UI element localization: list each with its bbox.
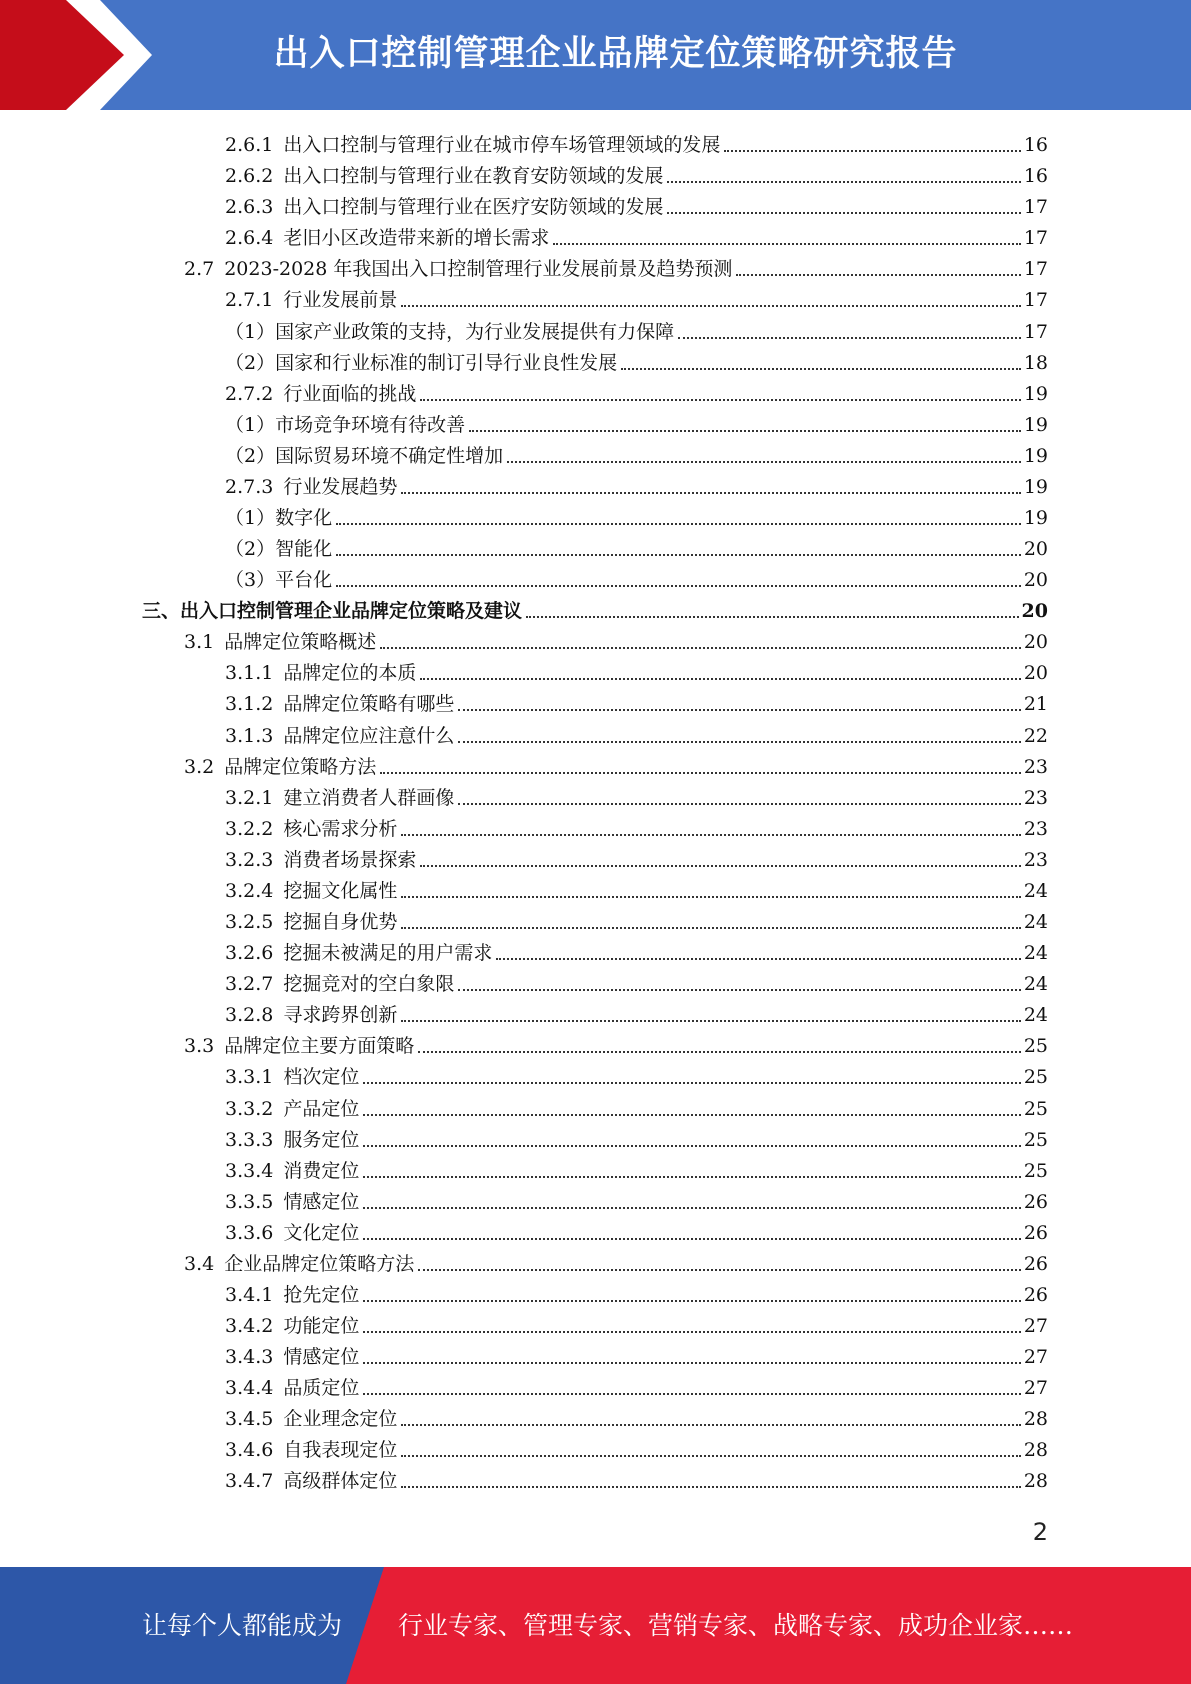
toc-entry-page: 17	[1023, 289, 1048, 312]
toc-entry-title: 智能化	[275, 538, 333, 561]
toc-entry-title: 消费定位	[283, 1159, 360, 1182]
toc-entry-number: 3.2.8	[225, 1004, 274, 1027]
toc-entry[interactable]	[0, 1370, 1191, 1401]
toc-dot-leader	[401, 834, 1020, 836]
toc-entry-title: 产品定位	[283, 1097, 360, 1120]
toc-entry[interactable]	[0, 873, 1191, 904]
footer-slogan-left: 让每个人都能成为	[142, 1611, 343, 1640]
toc-entry[interactable]	[0, 407, 1191, 438]
toc-entry-title: 核心需求分析	[283, 817, 398, 840]
toc-entry-page: 27	[1023, 1377, 1048, 1400]
toc-entry[interactable]	[0, 780, 1191, 811]
toc-entry-number: （1）	[225, 413, 276, 436]
toc-entry-page: 17	[1023, 258, 1048, 281]
toc-entry-number: （1）	[225, 320, 276, 343]
toc-entry-title: 平台化	[275, 569, 333, 592]
toc-entry-title: 消费者场景探索	[283, 848, 417, 871]
toc-entry-page: 26	[1023, 1252, 1048, 1275]
toc-dot-leader	[363, 1238, 1020, 1240]
toc-entry[interactable]	[0, 842, 1191, 873]
toc-entry-page: 24	[1023, 942, 1048, 965]
toc-entry[interactable]	[0, 531, 1191, 562]
toc-entry-title: 挖掘未被满足的用户需求	[283, 942, 493, 965]
toc-entry-number: 3.3	[184, 1035, 215, 1058]
toc-entry-number: 3.4	[184, 1252, 215, 1275]
toc-entry[interactable]	[0, 624, 1191, 655]
toc-entry-title: 抢先定位	[283, 1283, 360, 1306]
toc-entry-page: 23	[1023, 755, 1048, 778]
toc-entry-title: 品牌定位策略有哪些	[283, 693, 455, 716]
toc-entry-title: 出入口控制与管理行业在城市停车场管理领域的发展	[283, 134, 721, 157]
toc-entry-page: 24	[1023, 1004, 1048, 1027]
toc-entry[interactable]	[0, 1339, 1191, 1370]
toc-entry-title: 高级群体定位	[283, 1470, 398, 1493]
toc-entry[interactable]	[0, 562, 1191, 593]
toc-entry[interactable]	[0, 1308, 1191, 1339]
toc-entry-page: 28	[1023, 1470, 1048, 1493]
toc-entry[interactable]	[0, 935, 1191, 966]
toc-dot-leader	[401, 1020, 1020, 1022]
toc-entry-page: 24	[1023, 879, 1048, 902]
toc-entry-title: 品牌定位应注意什么	[283, 724, 455, 747]
toc-entry-title: 自我表现定位	[283, 1439, 398, 1462]
toc-entry-number: 3.4.7	[225, 1470, 274, 1493]
toc-dot-leader	[667, 212, 1020, 214]
toc-entry[interactable]	[0, 904, 1191, 935]
toc-entry[interactable]	[0, 1059, 1191, 1090]
toc-dot-leader	[401, 305, 1020, 307]
toc-entry-number: 2.6.3	[225, 196, 274, 219]
toc-dot-leader	[363, 1362, 1020, 1364]
toc-entry-title: 服务定位	[283, 1128, 360, 1151]
toc-dot-leader	[458, 803, 1020, 805]
toc-entry[interactable]	[0, 345, 1191, 376]
toc-entry-number: 3.1	[184, 631, 215, 654]
toc-dot-leader	[418, 1269, 1021, 1271]
toc-entry-title: 国家和行业标准的制订引导行业良性发展	[275, 351, 618, 374]
toc-entry-title: 市场竞争环境有待改善	[275, 413, 466, 436]
toc-dot-leader	[736, 274, 1020, 276]
toc-entry-title: 企业品牌定位策略方法	[224, 1252, 415, 1275]
toc-entry[interactable]	[0, 1028, 1191, 1059]
toc-entry-number: 3.2.6	[225, 942, 274, 965]
toc-entry-title: 出入口控制与管理行业在医疗安防领域的发展	[283, 196, 664, 219]
toc-entry-page: 25	[1023, 1128, 1048, 1151]
toc-entry-page: 26	[1023, 1221, 1048, 1244]
toc-entry-title: 品质定位	[283, 1377, 360, 1400]
toc-entry-page: 28	[1023, 1408, 1048, 1431]
toc-dot-leader	[401, 1486, 1020, 1488]
toc-entry-page: 17	[1023, 196, 1048, 219]
toc-entry[interactable]	[0, 313, 1191, 344]
toc-entry-number: 3.2.4	[225, 879, 274, 902]
toc-entry[interactable]	[0, 1184, 1191, 1215]
toc-entry-number: 3.3.6	[225, 1221, 274, 1244]
toc-entry-number: 3.4.1	[225, 1283, 274, 1306]
toc-entry[interactable]	[0, 1122, 1191, 1153]
toc-entry-number: 3.2.5	[225, 911, 274, 934]
toc-entry-page: 25	[1023, 1159, 1048, 1182]
toc-entry-page: 20	[1021, 600, 1048, 623]
toc-entry-title: 国际贸易环境不确定性增加	[275, 444, 504, 467]
toc-entry-page: 23	[1023, 786, 1048, 809]
toc-entry-page: 28	[1023, 1439, 1048, 1462]
page-header	[0, 0, 1191, 110]
toc-entry-page: 22	[1023, 724, 1048, 747]
toc-dot-leader	[401, 1455, 1020, 1457]
toc-entry-title: 情感定位	[283, 1346, 360, 1369]
toc-entry-page: 23	[1023, 817, 1048, 840]
toc-entry-page: 26	[1023, 1190, 1048, 1213]
toc-entry-number: 3.2.2	[225, 817, 274, 840]
toc-dot-leader	[363, 1331, 1020, 1333]
toc-entry-title: 情感定位	[283, 1190, 360, 1213]
toc-entry-number: 3.2.7	[225, 973, 274, 996]
toc-entry-number: 3.4.2	[225, 1315, 274, 1338]
toc-entry[interactable]	[0, 376, 1191, 407]
toc-entry-number: 2.6.2	[225, 165, 274, 188]
toc-entry-page: 26	[1023, 1283, 1048, 1306]
toc-entry-number: 3.4.4	[225, 1377, 274, 1400]
toc-entry[interactable]	[0, 997, 1191, 1028]
toc-entry-page: 16	[1023, 134, 1048, 157]
toc-entry-title: 档次定位	[283, 1066, 360, 1089]
toc-dot-leader	[469, 430, 1021, 432]
toc-dot-leader	[507, 461, 1021, 463]
toc-dot-leader	[363, 1393, 1020, 1395]
toc-dot-leader	[420, 865, 1020, 867]
toc-entry-title: 品牌定位主要方面策略	[224, 1035, 415, 1058]
toc-dot-leader	[363, 1207, 1020, 1209]
toc-entry-page: 25	[1023, 1097, 1048, 1120]
toc-entry-title: 行业面临的挑战	[283, 382, 417, 405]
toc-dot-leader	[363, 1082, 1020, 1084]
toc-entry-number: 3.1.1	[225, 662, 274, 685]
toc-dot-leader	[336, 554, 1021, 556]
toc-entry-page: 20	[1023, 631, 1048, 654]
toc-entry-page: 23	[1023, 848, 1048, 871]
toc-dot-leader	[336, 585, 1021, 587]
toc-entry-title: 老旧小区改造带来新的增长需求	[283, 227, 550, 250]
toc-entry-number: 2.7.2	[225, 382, 274, 405]
toc-entry[interactable]	[0, 158, 1191, 189]
toc-entry-title: 行业发展前景	[283, 289, 398, 312]
toc-entry-page: 19	[1023, 475, 1048, 498]
toc-entry[interactable]	[0, 655, 1191, 686]
toc-entry[interactable]	[0, 251, 1191, 282]
toc-entry-title: 建立消费者人群画像	[283, 786, 455, 809]
toc-entry[interactable]	[0, 1401, 1191, 1432]
toc-entry-title: 品牌定位策略概述	[224, 631, 377, 654]
page-footer	[0, 1567, 1191, 1684]
toc-entry[interactable]	[0, 717, 1191, 748]
toc-entry-title: 数字化	[275, 507, 333, 530]
toc-entry-number: （2）	[225, 538, 276, 561]
toc-dot-leader	[420, 399, 1020, 401]
toc-entry-number: （3）	[225, 569, 276, 592]
footer-slogan-right: 行业专家、管理专家、营销专家、战略专家、成功企业家……	[398, 1611, 1074, 1640]
toc-entry-number: 3.4.5	[225, 1408, 274, 1431]
toc-entry-page: 19	[1023, 413, 1048, 436]
toc-dot-leader	[553, 243, 1020, 245]
toc-entry-title: 2023-2028 年我国出入口控制管理行业发展前景及趋势预测	[224, 258, 733, 281]
toc-entry-number: 2.6.4	[225, 227, 274, 250]
toc-entry-number: 3.3.3	[225, 1128, 274, 1151]
toc-entry-number: 3.1.3	[225, 724, 274, 747]
toc-dot-leader	[363, 1176, 1020, 1178]
toc-dot-leader	[458, 989, 1020, 991]
toc-dot-leader	[621, 368, 1021, 370]
toc-entry-number: （2）	[225, 444, 276, 467]
toc-dot-leader	[678, 337, 1021, 339]
toc-entry-number: 3.2	[184, 755, 215, 778]
toc-entry[interactable]	[0, 749, 1191, 780]
toc-entry[interactable]	[0, 438, 1191, 469]
toc-entry-page: 21	[1023, 693, 1048, 716]
toc-entry-page: 20	[1023, 662, 1048, 685]
toc-dot-leader	[496, 958, 1020, 960]
toc-entry-page: 17	[1023, 320, 1048, 343]
toc-dot-leader	[401, 927, 1020, 929]
toc-entry[interactable]	[0, 500, 1191, 531]
toc-entry-title: 功能定位	[283, 1315, 360, 1338]
toc-entry[interactable]	[0, 1153, 1191, 1184]
toc-entry-title: 品牌定位策略方法	[224, 755, 377, 778]
toc-dot-leader	[724, 150, 1020, 152]
toc-dot-leader	[458, 741, 1020, 743]
toc-entry-page: 24	[1023, 973, 1048, 996]
toc-dot-leader	[401, 896, 1020, 898]
toc-entry[interactable]	[0, 469, 1191, 500]
toc-entry-page: 25	[1023, 1035, 1048, 1058]
toc-entry-number: 三、	[142, 600, 181, 623]
toc-entry-title: 品牌定位的本质	[283, 662, 417, 685]
toc-entry-number: 3.4.3	[225, 1346, 274, 1369]
toc-dot-leader	[458, 709, 1020, 711]
toc-entry-title: 寻求跨界创新	[283, 1004, 398, 1027]
toc-dot-leader	[363, 1145, 1020, 1147]
toc-dot-leader	[420, 678, 1020, 680]
toc-dot-leader	[418, 1051, 1021, 1053]
toc-entry-page: 24	[1023, 911, 1048, 934]
toc-entry[interactable]	[0, 1463, 1191, 1494]
toc-entry-number: 3.3.4	[225, 1159, 274, 1182]
toc-dot-leader	[401, 492, 1020, 494]
toc-entry-title: 行业发展趋势	[283, 475, 398, 498]
toc-entry[interactable]	[0, 1246, 1191, 1277]
toc-entry-number: 2.7.1	[225, 289, 274, 312]
toc-entry-page: 27	[1023, 1346, 1048, 1369]
toc-entry-page: 25	[1023, 1066, 1048, 1089]
toc-entry-title: 文化定位	[283, 1221, 360, 1244]
toc-entry-page: 20	[1023, 538, 1048, 561]
toc-dot-leader	[380, 772, 1021, 774]
toc-entry[interactable]	[0, 593, 1191, 624]
toc-entry[interactable]	[0, 1277, 1191, 1308]
toc-dot-leader	[526, 616, 1019, 618]
toc-entry-title: 出入口控制与管理行业在教育安防领域的发展	[283, 165, 664, 188]
toc-entry-page: 19	[1023, 444, 1048, 467]
toc-dot-leader	[363, 1114, 1020, 1116]
toc-entry[interactable]	[0, 966, 1191, 997]
page-number: 2	[1032, 1518, 1048, 1546]
toc-entry-number: （1）	[225, 507, 276, 530]
toc-dot-leader	[363, 1300, 1020, 1302]
toc-entry-page: 20	[1023, 569, 1048, 592]
document-title: 出入口控制管理企业品牌定位策略研究报告	[273, 34, 958, 74]
toc-entry-number: 3.3.2	[225, 1097, 274, 1120]
toc-entry[interactable]	[0, 1090, 1191, 1121]
toc-entry-number: 2.7	[184, 258, 215, 281]
toc-entry-number: 3.4.6	[225, 1439, 274, 1462]
toc-entry-page: 17	[1023, 227, 1048, 250]
toc-entry[interactable]	[0, 189, 1191, 220]
toc-entry-title: 企业理念定位	[283, 1408, 398, 1431]
toc-entry-title: 挖掘文化属性	[283, 879, 398, 902]
toc-entry-number: 3.1.2	[225, 693, 274, 716]
toc-entry-number: 3.3.5	[225, 1190, 274, 1213]
toc-entry-number: （2）	[225, 351, 276, 374]
toc-entry-title: 出入口控制管理企业品牌定位策略及建议	[180, 600, 523, 623]
toc-dot-leader	[336, 523, 1021, 525]
toc-entry-page: 19	[1023, 382, 1048, 405]
toc-entry-page: 18	[1023, 351, 1048, 374]
toc-entry-title: 国家产业政策的支持，为行业发展提供有力保障	[275, 320, 675, 343]
toc-entry-number: 3.2.1	[225, 786, 274, 809]
toc-entry-title: 挖掘竞对的空白象限	[283, 973, 455, 996]
toc-entry-page: 19	[1023, 507, 1048, 530]
toc-entry[interactable]	[0, 686, 1191, 717]
toc-dot-leader	[667, 181, 1020, 183]
toc-entry[interactable]	[0, 220, 1191, 251]
toc-entry-number: 3.2.3	[225, 848, 274, 871]
table-of-contents	[0, 127, 1191, 1494]
toc-entry-page: 16	[1023, 165, 1048, 188]
toc-entry[interactable]	[0, 127, 1191, 158]
toc-entry[interactable]	[0, 811, 1191, 842]
toc-entry-number: 2.7.3	[225, 475, 274, 498]
toc-dot-leader	[401, 1424, 1020, 1426]
toc-entry-number: 3.3.1	[225, 1066, 274, 1089]
toc-entry-number: 2.6.1	[225, 134, 274, 157]
toc-entry[interactable]	[0, 1215, 1191, 1246]
toc-entry[interactable]	[0, 282, 1191, 313]
toc-dot-leader	[380, 647, 1021, 649]
toc-entry-page: 27	[1023, 1315, 1048, 1338]
toc-entry[interactable]	[0, 1432, 1191, 1463]
toc-entry-title: 挖掘自身优势	[283, 911, 398, 934]
